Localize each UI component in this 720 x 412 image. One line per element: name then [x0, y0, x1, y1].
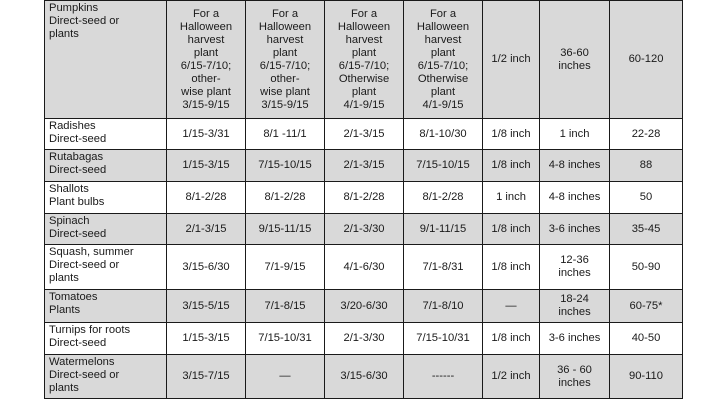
cell-text: 8/1 -11/1	[263, 127, 307, 140]
plant-date-spring-north-cell	[167, 119, 246, 150]
cell-text: 8/1-2/28	[422, 191, 464, 203]
cell-text: 35-45	[631, 222, 661, 235]
cell-text: 7/15-10/31	[258, 332, 312, 344]
cell-text: plant	[351, 85, 377, 98]
plant-date-spring-south-cell	[325, 1, 404, 119]
cell-text: 6/15-7/10;	[417, 59, 469, 72]
cell-text: 6/15-7/10;	[259, 59, 311, 72]
plant-date-fall-south-cell	[404, 182, 483, 214]
cell-text: For a	[271, 7, 299, 20]
cell-text: 1/8 inch	[491, 127, 531, 140]
cell-text: 50-90	[631, 260, 661, 273]
planting-depth-cell	[483, 245, 540, 290]
table-row	[45, 119, 683, 150]
cell-text: Halloween	[258, 20, 312, 33]
cell-text: inches	[558, 376, 591, 389]
cell-text: plant	[193, 46, 219, 59]
plant-spacing-cell	[540, 290, 610, 323]
plant-spacing-cell	[540, 1, 610, 119]
cell-text: 2/1-3/30	[343, 222, 385, 235]
cell-text: 3/15-7/15	[182, 370, 230, 382]
cell-text: 7/15-10/15	[258, 159, 312, 171]
cell-text: inches	[558, 267, 591, 279]
cell-text: 7/15-10/15	[416, 159, 470, 171]
cell-text: 18-24	[560, 293, 589, 305]
planting-depth-cell	[483, 355, 540, 399]
plant-date-fall-south-cell	[404, 323, 483, 355]
cell-text: Otherwise	[338, 72, 390, 85]
cell-text: 7/1-8/10	[422, 299, 464, 312]
crop-name-line: Direct-seed or	[49, 15, 120, 27]
cell-text: 1/15-3/15	[182, 159, 230, 171]
table-row	[45, 214, 683, 245]
cell-text: 1/2 inch	[491, 370, 531, 382]
cell-text: 6/15-7/10;	[180, 59, 232, 72]
cell-text: 3/20-6/30	[340, 299, 388, 312]
planting-depth-cell	[483, 1, 540, 119]
plant-date-spring-south-cell	[325, 182, 404, 214]
crop-name-line: Radishes	[49, 120, 96, 132]
plant-date-spring-south-cell	[325, 150, 404, 182]
cell-text: 1/15-3/31	[182, 127, 230, 140]
plant-date-fall-south-cell	[404, 355, 483, 399]
cell-text: plant	[430, 85, 456, 98]
plant-date-spring-south-cell	[325, 119, 404, 150]
cell-text: 88	[639, 159, 653, 171]
planting-depth-cell	[483, 290, 540, 323]
plant-spacing-cell	[540, 214, 610, 245]
plant-date-spring-south-cell	[325, 290, 404, 323]
cell-text: 1/2 inch	[491, 53, 531, 65]
plant-date-spring-south-cell	[325, 214, 404, 245]
crop-name-line: Direct-seed	[49, 133, 107, 145]
planting-depth-cell	[483, 119, 540, 150]
cell-text: ------	[431, 370, 455, 382]
plant-spacing-cell	[540, 355, 610, 399]
crop-name-line: Shallots	[49, 183, 89, 195]
cell-text: 60-75*	[629, 299, 663, 312]
planting-depth-cell	[483, 214, 540, 245]
plant-date-spring-south-cell	[325, 323, 404, 355]
cell-text: 12-36	[560, 254, 589, 266]
cell-text: 50	[639, 191, 653, 203]
plant-date-spring-south-cell	[325, 245, 404, 290]
cell-text: harvest	[424, 33, 462, 46]
cell-text: wise plant	[181, 85, 231, 98]
cell-text: 8/1-2/28	[343, 191, 385, 203]
cell-text: harvest	[266, 33, 304, 46]
table-row	[45, 150, 683, 182]
cell-text: 1/8 inch	[491, 222, 531, 235]
cell-text: Halloween	[337, 20, 391, 33]
cell-text: 2/1-3/15	[185, 222, 227, 235]
crop-name-cell	[45, 1, 167, 119]
cell-text: 4/1-9/15	[343, 98, 385, 111]
planting-table	[44, 0, 683, 399]
cell-text: inches	[558, 59, 591, 72]
plant-date-fall-south-cell	[404, 245, 483, 290]
crop-name-cell	[45, 355, 167, 399]
crop-name-line: Rutabagas	[49, 151, 104, 163]
plant-date-fall-north-cell	[246, 1, 325, 119]
crop-name-line: Watermelons	[49, 356, 115, 368]
plant-date-fall-south-cell	[404, 214, 483, 245]
cell-text: plant	[351, 46, 377, 59]
cell-text: 1/8 inch	[491, 332, 531, 344]
cell-text: 3/15-5/15	[182, 299, 230, 312]
plant-spacing-cell	[540, 150, 610, 182]
plant-date-fall-north-cell	[246, 355, 325, 399]
plant-spacing-cell	[540, 245, 610, 290]
cell-text: harvest	[345, 33, 383, 46]
table-row	[45, 182, 683, 214]
crop-name-line: Plant bulbs	[49, 196, 105, 208]
table-row	[45, 323, 683, 355]
cell-text: 36-60	[560, 46, 589, 59]
plant-date-spring-north-cell	[167, 214, 246, 245]
plant-date-spring-north-cell	[167, 323, 246, 355]
cell-text: —	[505, 299, 517, 312]
days-to-harvest-cell	[610, 245, 683, 290]
cell-text: 3/15-6/30	[340, 370, 388, 382]
cell-text: Halloween	[416, 20, 470, 33]
crop-name-line: Turnips for roots	[49, 324, 131, 336]
cell-text: Otherwise	[417, 72, 469, 85]
cell-text: harvest	[187, 33, 225, 46]
crop-name-line: Direct-seed	[49, 228, 107, 240]
crop-name-line: Plants	[49, 304, 81, 316]
cell-text: 1/15-3/15	[182, 332, 230, 344]
cell-text: 7/1-8/15	[264, 299, 306, 312]
plant-date-fall-south-cell	[404, 150, 483, 182]
cell-text: 1/8 inch	[491, 159, 531, 171]
crop-name-line: Direct-seed or	[49, 259, 120, 271]
cell-text: 4-8 inches	[548, 191, 601, 203]
cell-text: 90-110	[628, 370, 663, 382]
cell-text: 8/1-10/30	[419, 127, 467, 140]
days-to-harvest-cell	[610, 323, 683, 355]
plant-date-spring-north-cell	[167, 290, 246, 323]
days-to-harvest-cell	[610, 290, 683, 323]
cell-text: 9/15-11/15	[258, 222, 312, 235]
table-row	[45, 290, 683, 323]
crop-name-cell	[45, 323, 167, 355]
cell-text: 22-28	[631, 127, 661, 140]
crop-name-line: plants	[49, 382, 79, 394]
planting-depth-cell	[483, 182, 540, 214]
crop-name-line: Direct-seed	[49, 164, 107, 176]
cell-text: 7/1-8/31	[422, 260, 464, 273]
cell-text: wise plant	[260, 85, 310, 98]
plant-spacing-cell	[540, 119, 610, 150]
days-to-harvest-cell	[610, 150, 683, 182]
cell-text: 9/1-11/15	[419, 222, 467, 235]
cell-text: inches	[558, 306, 591, 318]
cell-text: 2/1-3/15	[343, 159, 385, 171]
plant-date-fall-north-cell	[246, 323, 325, 355]
table-row	[45, 1, 683, 119]
crop-name-line: Direct-seed	[49, 337, 107, 349]
cell-text: 2/1-3/15	[343, 127, 385, 140]
cell-text: 1 inch	[496, 191, 526, 203]
crop-name-line: plants	[49, 28, 79, 40]
plant-date-spring-south-cell	[325, 355, 404, 399]
cell-text: 4/1-9/15	[422, 98, 464, 111]
crop-name-cell	[45, 245, 167, 290]
crop-name-cell	[45, 119, 167, 150]
days-to-harvest-cell	[610, 119, 683, 150]
crop-name-cell	[45, 290, 167, 323]
plant-date-spring-north-cell	[167, 150, 246, 182]
plant-date-fall-north-cell	[246, 182, 325, 214]
plant-spacing-cell	[540, 182, 610, 214]
cell-text: plant	[272, 46, 298, 59]
cell-text: other-	[191, 72, 221, 85]
plant-date-fall-south-cell	[404, 119, 483, 150]
cell-text: 4-8 inches	[548, 159, 601, 171]
cell-text: 40-50	[631, 332, 661, 344]
plant-date-spring-north-cell	[167, 245, 246, 290]
days-to-harvest-cell	[610, 182, 683, 214]
table-row	[45, 245, 683, 290]
crop-name-line: Squash, summer	[49, 246, 134, 258]
cell-text: 3-6 inches	[548, 222, 601, 235]
cell-text: 3/15-6/30	[182, 260, 230, 273]
cell-text: For a	[429, 7, 457, 20]
plant-date-spring-north-cell	[167, 1, 246, 119]
cell-text: For a	[350, 7, 378, 20]
cell-text: 60-120	[628, 53, 664, 65]
plant-date-spring-north-cell	[167, 182, 246, 214]
plant-date-fall-north-cell	[246, 119, 325, 150]
planting-depth-cell	[483, 323, 540, 355]
cell-text: plant	[430, 46, 456, 59]
cell-text: 1/8 inch	[491, 260, 531, 273]
cell-text: 3/15-9/15	[261, 98, 309, 111]
crop-name-cell	[45, 182, 167, 214]
crop-name-cell	[45, 214, 167, 245]
crop-name-line: Spinach	[49, 215, 90, 227]
days-to-harvest-cell	[610, 1, 683, 119]
cell-text: 4/1-6/30	[343, 260, 385, 273]
days-to-harvest-cell	[610, 355, 683, 399]
cell-text: 8/1-2/28	[264, 191, 306, 203]
days-to-harvest-cell	[610, 214, 683, 245]
crop-name-line: Tomatoes	[49, 291, 98, 303]
cell-text: 1 inch	[559, 127, 590, 140]
cell-text: 3/15-9/15	[182, 98, 230, 111]
plant-spacing-cell	[540, 323, 610, 355]
crop-name-cell	[45, 150, 167, 182]
plant-date-fall-north-cell	[246, 290, 325, 323]
cell-text: 2/1-3/30	[343, 332, 385, 344]
plant-date-fall-north-cell	[246, 245, 325, 290]
table-row	[45, 355, 683, 399]
crop-name-line: Direct-seed or	[49, 369, 120, 381]
cell-text: For a	[192, 7, 220, 20]
planting-depth-cell	[483, 150, 540, 182]
crop-name-line: Pumpkins	[49, 2, 99, 14]
cell-text: Halloween	[179, 20, 233, 33]
crop-name-line: plants	[49, 272, 79, 284]
plant-date-fall-north-cell	[246, 150, 325, 182]
cell-text: 36 - 60	[557, 363, 592, 376]
cell-text: —	[279, 370, 291, 382]
cell-text: other-	[270, 72, 300, 85]
plant-date-fall-south-cell	[404, 290, 483, 323]
cell-text: 7/15-10/31	[416, 332, 470, 344]
plant-date-fall-south-cell	[404, 1, 483, 119]
cell-text: 3-6 inches	[548, 332, 601, 344]
cell-text: 6/15-7/10;	[338, 59, 390, 72]
plant-date-spring-north-cell	[167, 355, 246, 399]
cell-text: 7/1-9/15	[264, 260, 306, 273]
plant-date-fall-north-cell	[246, 214, 325, 245]
cell-text: 8/1-2/28	[185, 191, 227, 203]
